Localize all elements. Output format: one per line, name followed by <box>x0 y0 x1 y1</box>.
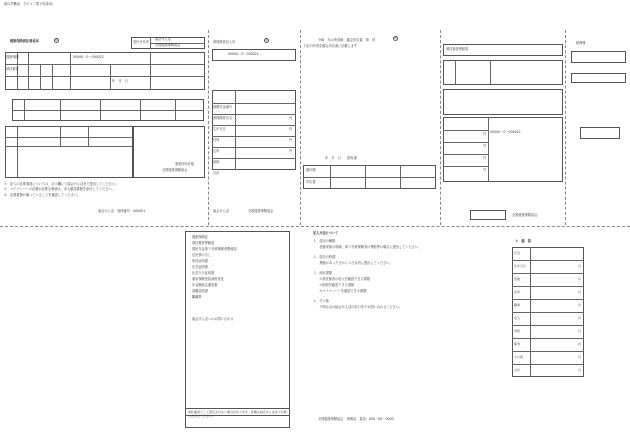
panel4-footer: 全国健康保険協会 <box>512 213 538 217</box>
tr-yen-6: 円 <box>578 329 582 333</box>
tr-yen-4: 円 <box>578 303 582 307</box>
panel4-box1 <box>443 60 563 85</box>
panel2-id-number: 00000－0－000022 <box>228 52 259 56</box>
panel2-title: 被保険者記入用 <box>213 40 236 44</box>
panel1-seal-icon: 印 <box>55 39 58 42</box>
panel2-row-3: 性別 <box>213 138 220 142</box>
panel5-box1 <box>571 51 626 63</box>
instr-item-6: ②続柄を確認できる書類 <box>313 283 355 287</box>
tr-row-5: 収入 <box>514 316 521 320</box>
tr-row-3: 住所 <box>514 290 521 294</box>
tr-yen-7: 円 <box>578 342 582 346</box>
panel1-title: 健康保険被扶養者届 <box>10 39 39 43</box>
panel1-office-label1: 受付日付印 <box>133 40 149 44</box>
list-item-5: 在学証明書 <box>192 265 208 269</box>
list-item-3: 住民票の写し <box>192 253 212 257</box>
panel2-row-2: 生年月日 <box>213 127 226 131</box>
panel2-yen-4: 円 <box>289 149 293 153</box>
tr-row-2: 続柄 <box>514 277 521 281</box>
list-item-4: 所得証明書 <box>192 259 208 263</box>
tr-row-7: 備考 <box>514 342 521 346</box>
tr-row-0: 氏名 <box>514 251 521 255</box>
panel1-note-2: ③ 必要書類が揃っていることを確認してください。 <box>4 193 81 197</box>
panel1-form-box <box>5 52 205 90</box>
panel1-date-label: 年 月 日 <box>112 79 128 83</box>
list-item-0: 健康保険証 <box>192 235 208 239</box>
panel4-box3 <box>443 117 563 182</box>
tr-row-1: 生年月日 <box>514 264 527 268</box>
panel2-yen-1: 円 <box>289 116 293 120</box>
tr-row-4: 職業 <box>514 303 521 307</box>
panel3-seal-icon: 印 <box>394 37 397 40</box>
tr-yen-8: 円 <box>578 355 582 359</box>
tr-row-8: その他 <box>514 355 524 359</box>
panel4-footer-box <box>470 210 506 220</box>
panel5-box3 <box>580 127 620 139</box>
panel3-title: 令和 年の所得税 確定申告書 第 回 <box>318 38 376 42</box>
list-item-8: 年金額改定通知書 <box>192 283 218 287</box>
list-item-6: 仕送りの証明書 <box>192 271 215 275</box>
panel1-label-b: 被扶養者 <box>6 67 19 71</box>
instructions-footer: 全国健康保険協会 事務局 電話：000－00－0000 <box>318 417 394 421</box>
tr-yen-5: 円 <box>578 316 582 320</box>
panel4-yen-3: 円 <box>483 156 487 160</box>
tr-yen-9: 円 <box>578 368 582 372</box>
panel2-seal-icon: 印 <box>265 39 268 42</box>
panel1-label-a: 健康保険 <box>6 55 19 59</box>
bottom-note: 被扶養者として認定されない場合があります。詳細は協会けんぽまでお問い合わせください。 <box>188 410 287 419</box>
instr-item-5: ①被扶養者の収入を確認できる書類 <box>313 277 371 281</box>
panel5-title: 税務署 <box>576 41 586 45</box>
panel2-amount-label: 合計 <box>213 171 220 175</box>
panel1-office-label2: 協会けんぽ <box>155 37 171 41</box>
instr-item-8: ４．その他 <box>313 299 329 303</box>
instr-item-3: 異動があった日から５日以内に提出してください。 <box>313 261 393 265</box>
instr-item-1: 扶養家族の増減、第３号被保険者の異動等の場合に提出してください。 <box>313 245 422 249</box>
panel4-box2 <box>443 89 563 115</box>
instr-item-7: ③マイナンバーを確認できる書類 <box>313 289 367 293</box>
panel2-bottom-right: 全国健康保険協会 <box>248 209 274 213</box>
tr-yen-2: 円 <box>578 277 582 281</box>
panel1-bottom-issuer: 協会けんぽ 管理番号：000001 <box>98 209 146 213</box>
panel3-subtitle: 下記の所得を確定申告書に記載します <box>303 44 358 48</box>
list-item-10: 離職票 <box>192 295 202 299</box>
panel3-date-line: 年 月 日 納付書 <box>325 156 357 160</box>
panel4-title: 被扶養者異動届 <box>446 47 469 51</box>
tr-row-9: 合計 <box>514 368 521 372</box>
panel2-row-5: 続柄 <box>213 160 220 164</box>
panel4-yen-2: 円 <box>483 144 487 148</box>
panel1-bottom-right: 事業所所在地 <box>175 162 195 166</box>
tr-row-6: 同居 <box>514 329 521 333</box>
instructions-title: 記入方法について <box>313 231 339 235</box>
panel2-bottom-issuer: 協会けんぽ <box>213 209 229 213</box>
instr-item-0: １．届出の種類 <box>313 239 336 243</box>
panel4-yen-1: 円 <box>483 132 487 136</box>
list-item-2: 国民年金第３号被保険者関係届 <box>192 247 237 251</box>
panel5-box2 <box>571 73 626 83</box>
panel4-yen-4: 円 <box>483 168 487 172</box>
panel1-id-number: 00000－0－000022 <box>73 55 104 59</box>
panel1-lower-left-box <box>5 126 133 178</box>
panel2-yen-2: 円 <box>289 127 293 131</box>
panel1-office-label3: 全国健康保険協会 <box>155 43 181 47</box>
header-small: 国の労働局 その１（電子申請用） <box>4 2 55 6</box>
instr-item-9: 不明な点は協会けんぽの窓口までお問い合わせください。 <box>313 305 403 309</box>
panel4-id-number: 00000－0－000022 <box>490 130 521 134</box>
panel1-note-0: ① 記入の必要事項については、記入欄にて協会けんぽまで提出してください。 <box>4 182 119 186</box>
panel3-footer-right: 申告書 <box>306 180 316 184</box>
instr-item-4: ３．添付書類 <box>313 271 333 275</box>
table-right-title: ４ 確 認 <box>515 239 531 243</box>
instr-item-2: ２．届出の時期 <box>313 255 336 259</box>
tr-yen-3: 円 <box>578 290 582 294</box>
panel2-row-4: 住所 <box>213 149 220 153</box>
list-item-9: 退職証明書 <box>192 289 208 293</box>
list-note: 協会けんぽへのお問い合わせ <box>192 317 234 321</box>
panel3-footer-left: 納付額 <box>306 168 316 172</box>
list-item-1: 被扶養者異動届 <box>192 241 215 245</box>
panel2-yen-3: 円 <box>289 138 293 142</box>
panel1-note-1: ② マイナンバーの記載が必要な事項は、本人確認書類を添付してください。 <box>4 187 115 191</box>
tr-yen-1: 円 <box>578 264 582 268</box>
panel1-bottom-dept: 全国健康保険協会 <box>162 168 188 172</box>
list-item-7: 雇用保険受給資格者証 <box>192 277 224 281</box>
panel2-row-1: 被保険者氏名 <box>213 116 233 120</box>
panel2-row-0: 基礎年金番号 <box>213 105 233 109</box>
